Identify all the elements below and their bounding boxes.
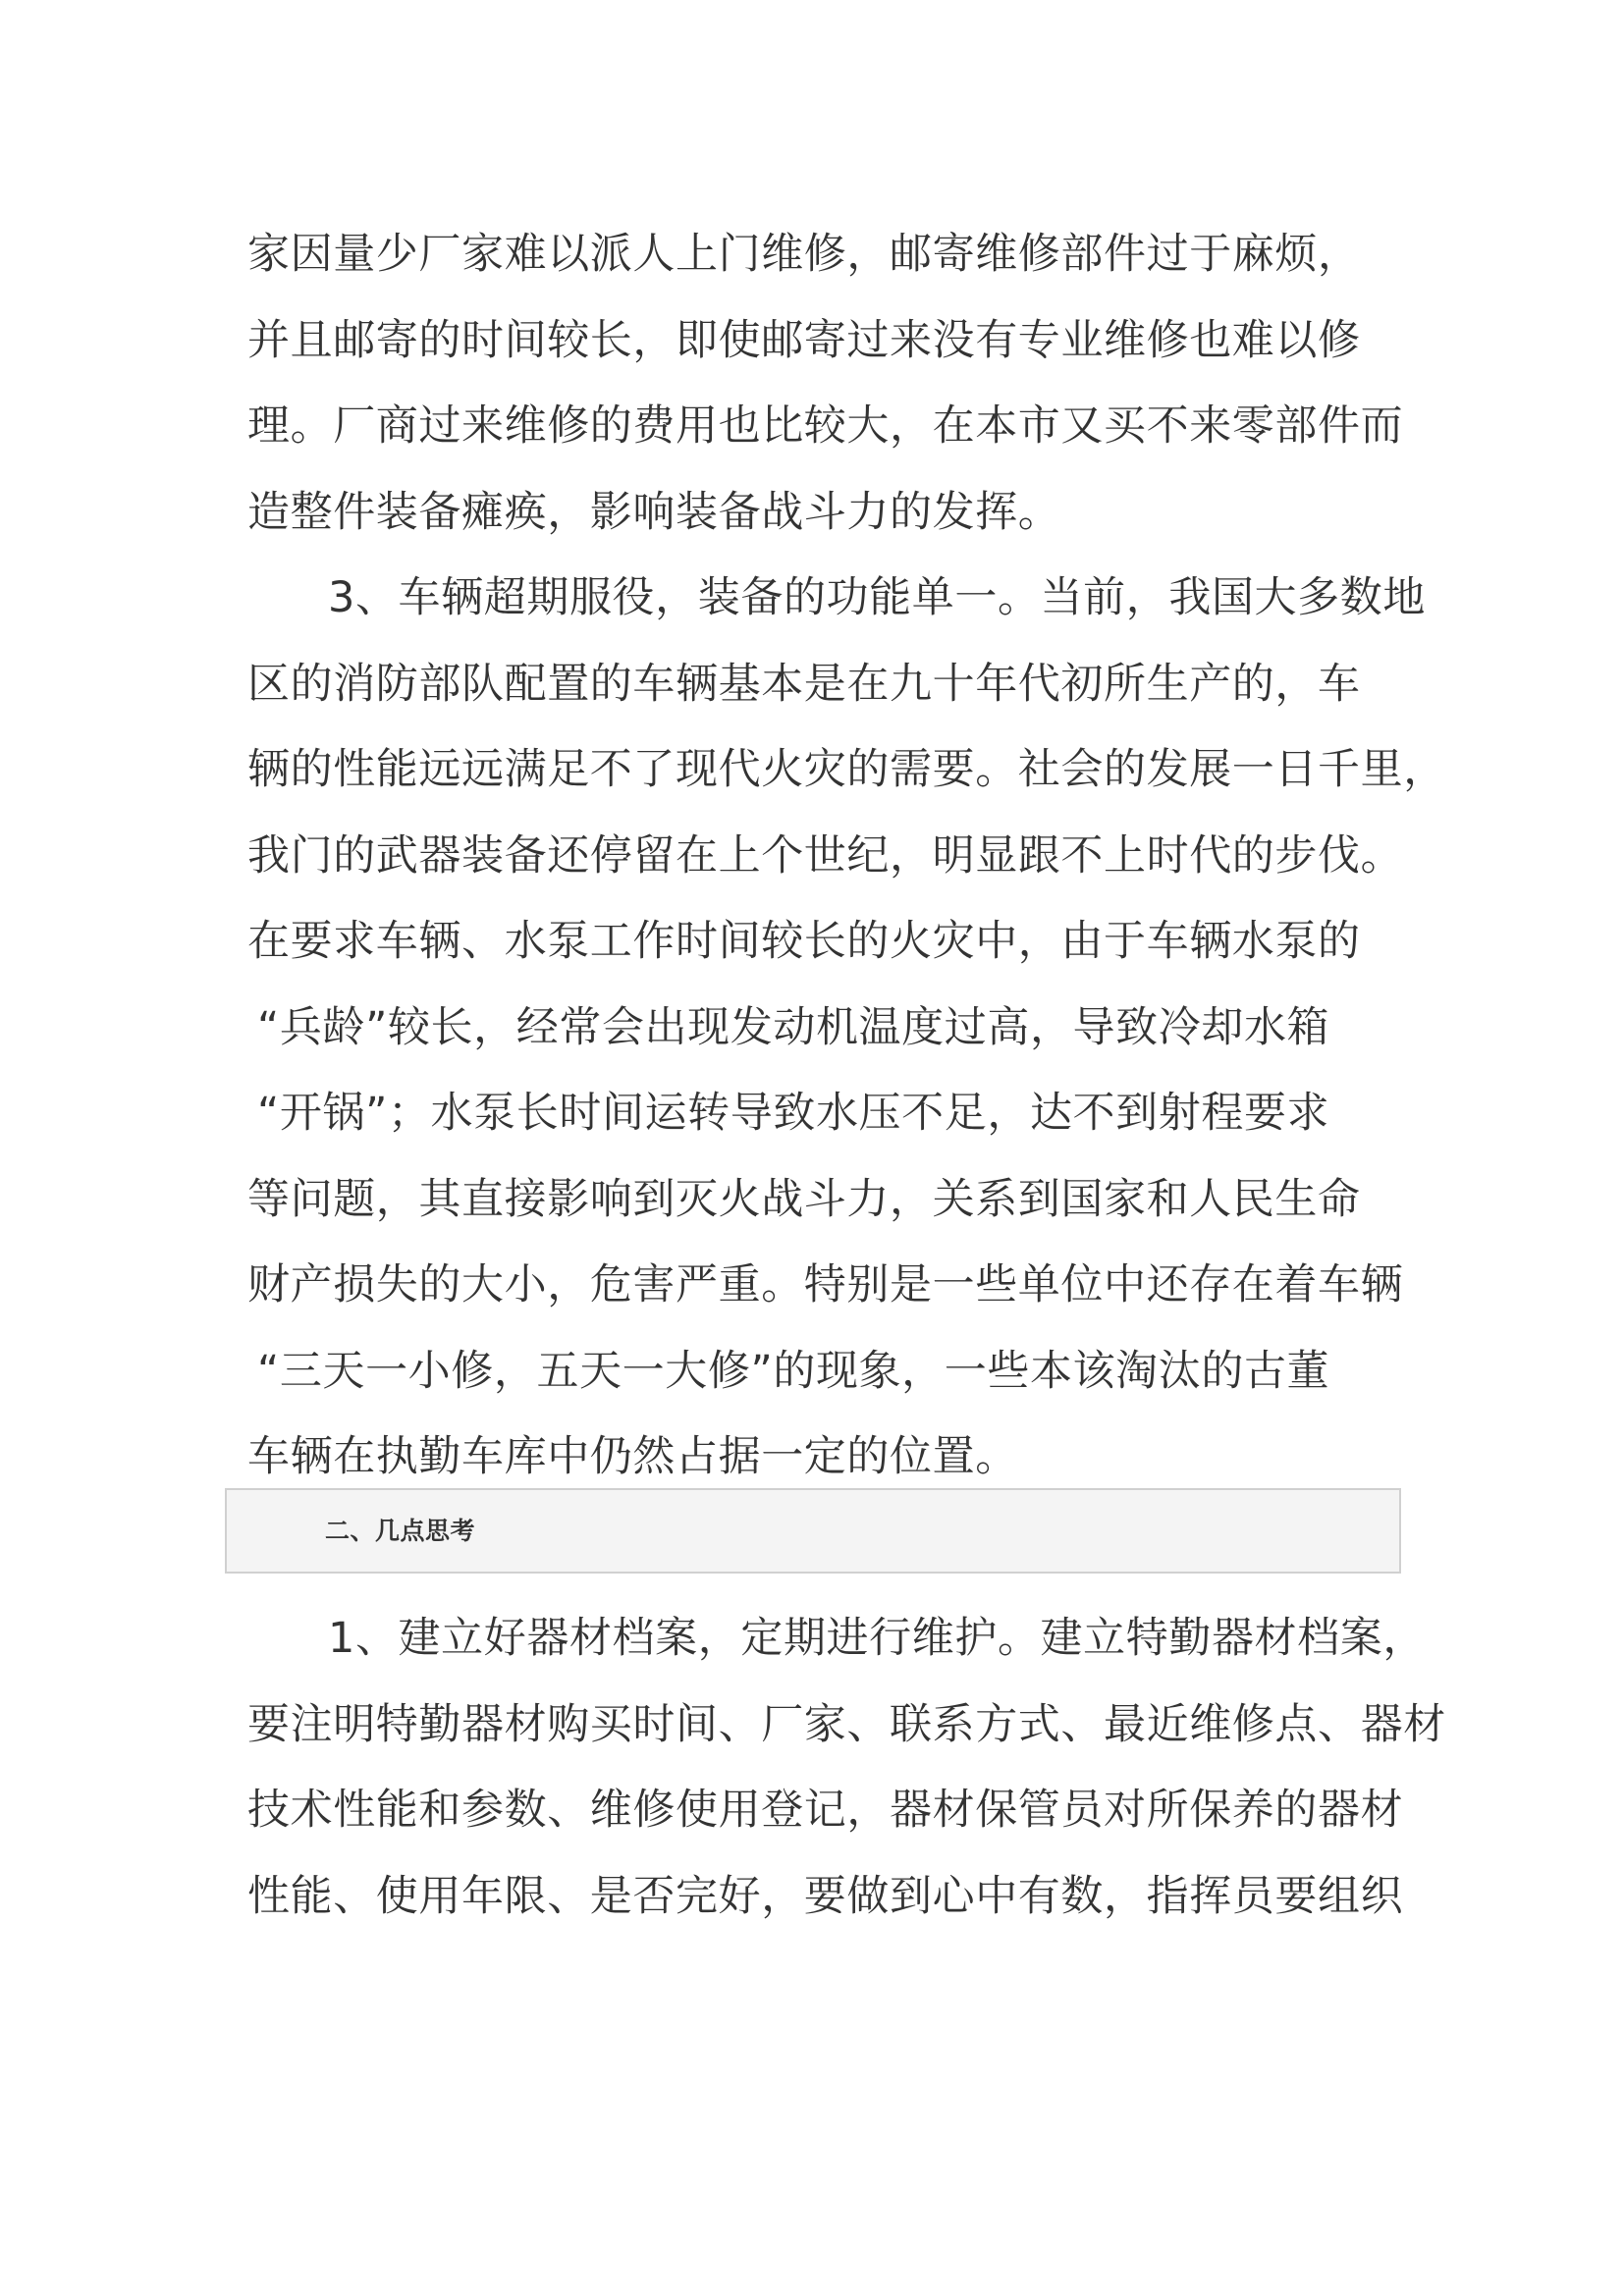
paragraph-line-item-1-start: 1、建立好器材档案，定期进行维护。建立特勤器材档案， xyxy=(328,1614,1426,1663)
paragraph-line: 我门的武器装备还停留在上个世纪，明显跟不上时代的步伐。 xyxy=(247,831,1404,881)
section-heading-title: 二、几点思考 xyxy=(325,1517,476,1545)
section-heading-box xyxy=(225,1488,1401,1574)
paragraph-line: 在要求车辆、水泵工作时间较长的火灾中，由于车辆水泵的 xyxy=(247,917,1361,966)
paragraph-line: “三天一小修，五天一大修”的现象，一些本该淘汰的古董 xyxy=(257,1347,1330,1396)
paragraph-line: 车辆在执勤车库中仍然占据一定的位置。 xyxy=(247,1432,1018,1481)
paragraph-line: 辆的性能远远满足不了现代火灾的需要。社会的发展一日千里， xyxy=(247,745,1446,794)
paragraph-line: 财产损失的大小，危害严重。特别是一些单位中还存在着车辆 xyxy=(247,1260,1404,1309)
paragraph-line: 区的消防部队配置的车辆基本是在九十年代初所生产的，车 xyxy=(247,660,1361,709)
paragraph-line: 等问题，其直接影响到灭火战斗力，关系到国家和人民生命 xyxy=(247,1175,1361,1224)
paragraph-line: 并且邮寄的时间较长，即使邮寄过来没有专业维修也难以修 xyxy=(247,316,1361,365)
paragraph-line: 造整件装备瘫痪，影响装备战斗力的发挥。 xyxy=(247,488,1061,537)
paragraph-line: 家因量少厂家难以派人上门维修，邮寄维修部件过于麻烦， xyxy=(247,230,1361,279)
paragraph-line: 理。厂商过来维修的费用也比较大，在本市又买不来零部件而 xyxy=(247,401,1404,451)
paragraph-line: “开锅”；水泵长时间运转导致水压不足，达不到射程要求 xyxy=(257,1089,1330,1138)
paragraph-line: 性能、使用年限、是否完好，要做到心中有数，指挥员要组织 xyxy=(247,1872,1404,1921)
paragraph-line: “兵龄”较长，经常会出现发动机温度过高，导致冷却水箱 xyxy=(257,1003,1330,1052)
paragraph-line: 技术性能和参数、维修使用登记，器材保管员对所保养的器材 xyxy=(247,1786,1404,1835)
paragraph-line-item-3-start: 3、车辆超期服役，装备的功能单一。当前，我国大多数地 xyxy=(328,573,1426,622)
paragraph-line: 要注明特勤器材购买时间、厂家、联系方式、最近维修点、器材 xyxy=(247,1700,1446,1749)
